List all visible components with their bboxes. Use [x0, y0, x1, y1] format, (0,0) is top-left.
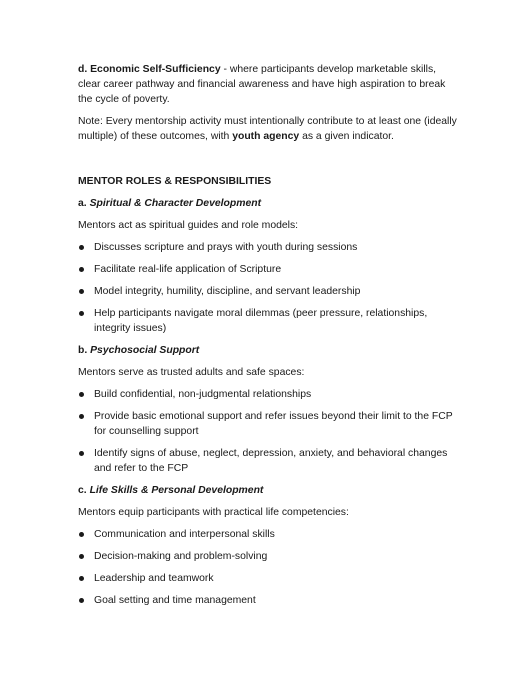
section-a-list: [78, 240, 458, 336]
section-c-letter: c.: [78, 485, 90, 496]
list-item-text: Decision-making and problem-solving: [94, 551, 268, 562]
outcome-d-paragraph: [78, 62, 458, 107]
bullet-icon: [79, 267, 84, 272]
section-c-title: [78, 483, 458, 498]
list-item-text: Build confidential, non-judgmental relationships: [94, 389, 312, 400]
note-paragraph: [78, 114, 458, 144]
list-item: [78, 549, 458, 564]
section-a-letter: a.: [78, 198, 90, 209]
list-item-text: Discusses scripture and prays with youth during sessions: [94, 242, 358, 253]
section-spacer: [78, 151, 458, 174]
section-c-intro: Mentors equip participants with practical life competencies:: [78, 507, 349, 518]
bullet-icon: [79, 414, 84, 419]
section-a-title: [78, 196, 458, 211]
list-item: [78, 593, 458, 608]
outcome-d-label: d. Economic Self-Sufficiency: [78, 64, 221, 75]
list-item-text: Identify signs of abuse, neglect, depression, anxiety, and behavioral changes and refer to the FCP: [94, 448, 448, 474]
list-item-text: Provide basic emotional support and refer issues beyond their limit to the FCP for counselling support: [94, 411, 453, 437]
list-item-text: Help participants navigate moral dilemmas (peer pressure, relationships, integrity issues): [94, 308, 428, 334]
list-item-text: Leadership and teamwork: [94, 573, 214, 584]
list-item: [78, 409, 458, 439]
section-c-list: [78, 527, 458, 608]
note-text-before: Note: Every mentorship activity must intentionally contribute to at least one (ideally multiple) of these outcomes, with: [78, 116, 457, 142]
section-b-letter: b.: [78, 345, 91, 356]
bullet-icon: [79, 451, 84, 456]
list-item: [78, 284, 458, 299]
bullet-icon: [79, 311, 84, 316]
outcome-d-text: - where participants develop marketable skills, clear career pathway and financial awareness and have high aspiration to break the cycle of poverty.: [78, 64, 446, 105]
list-item: [78, 527, 458, 542]
bullet-icon: [79, 554, 84, 559]
list-item: [78, 306, 458, 336]
list-item-text: Communication and interpersonal skills: [94, 529, 275, 540]
bullet-icon: [79, 245, 84, 250]
mentor-roles-heading: MENTOR ROLES & RESPONSIBILITIES: [78, 176, 272, 187]
section-a-intro: Mentors act as spiritual guides and role models:: [78, 220, 299, 231]
section-a-title-text: Spiritual & Character Development: [89, 198, 262, 209]
bullet-icon: [79, 598, 84, 603]
list-item: [78, 571, 458, 586]
list-item: [78, 387, 458, 402]
section-b-intro: Mentors serve as trusted adults and safe spaces:: [78, 367, 305, 378]
list-item: [78, 240, 458, 255]
list-item-text: Model integrity, humility, discipline, and servant leadership: [94, 286, 361, 297]
section-b-title-text: Psychosocial Support: [90, 345, 200, 356]
section-b-title: [78, 343, 458, 358]
section-c-title-text: Life Skills & Personal Development: [89, 485, 264, 496]
bullet-icon: [79, 392, 84, 397]
list-item-text: Facilitate real-life application of Scripture: [94, 264, 282, 275]
note-text-after: as a given indicator.: [299, 131, 394, 142]
bullet-icon: [79, 289, 84, 294]
bullet-icon: [79, 532, 84, 537]
list-item-text: Goal setting and time management: [94, 595, 256, 606]
bullet-icon: [79, 576, 84, 581]
list-item: [78, 262, 458, 277]
list-item: [78, 446, 458, 476]
note-bold-phrase: youth agency: [232, 131, 300, 142]
section-b-list: [78, 387, 458, 476]
